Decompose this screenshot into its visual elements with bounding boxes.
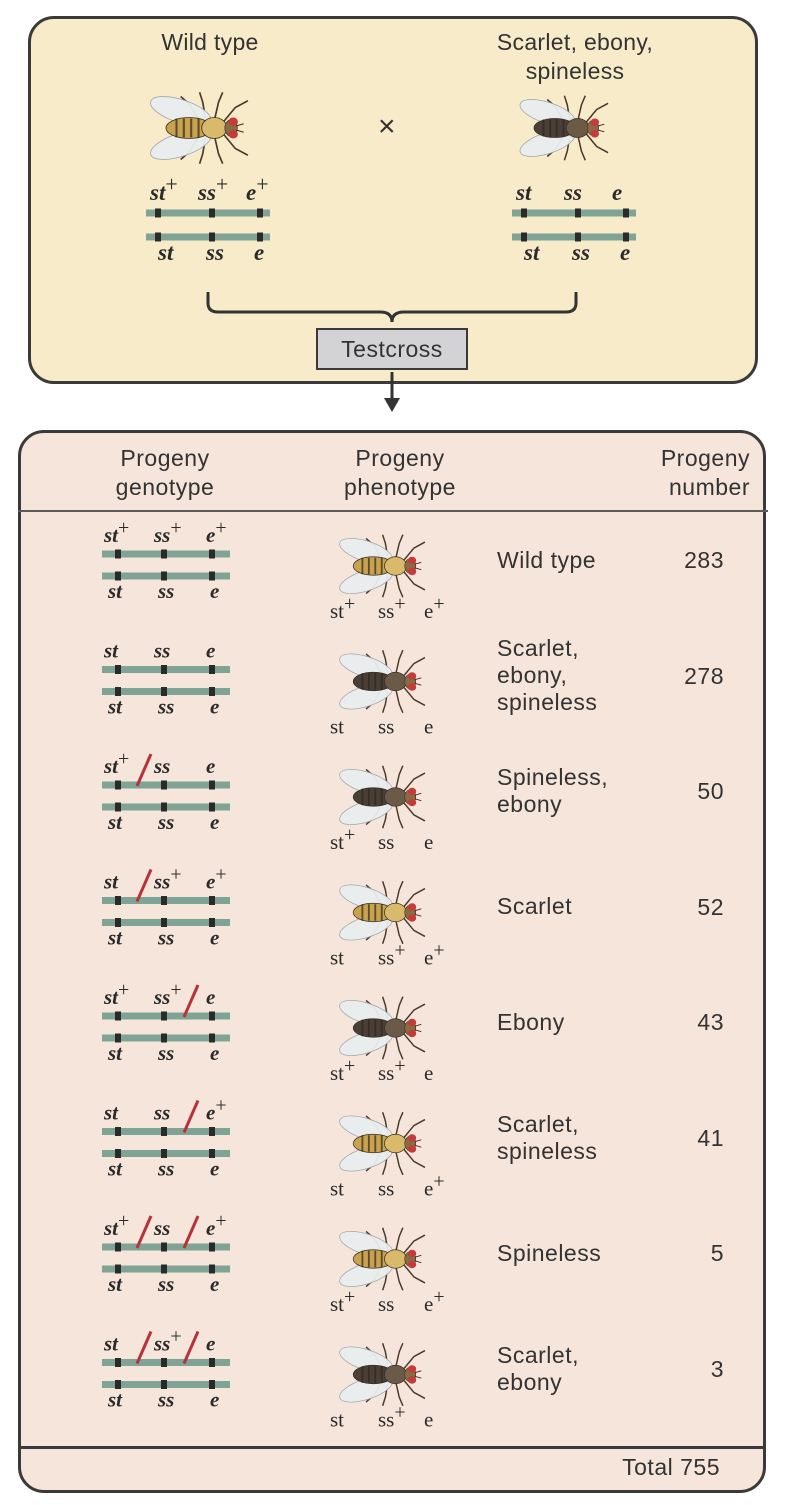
- row-8-bottom-allele-1: ss: [158, 1387, 175, 1412]
- row-5-top-chromosome-locus-0: [115, 1012, 121, 1021]
- header-phenotype-line2: phenotype: [344, 474, 456, 500]
- row-8-progeny-number: 3: [710, 1355, 724, 1382]
- row-6-fly: [337, 1111, 425, 1177]
- wild-type-top-allele-2: e+: [246, 172, 269, 205]
- row-6-progeny-number: 41: [697, 1124, 724, 1151]
- wild-type-top-allele-1: ss+: [198, 172, 229, 205]
- row-8-top-allele-1: ss+: [154, 1325, 182, 1356]
- row-8-bottom-allele-2: e: [210, 1387, 220, 1412]
- cross-symbol: ×: [378, 110, 396, 143]
- row-2-bottom-allele-2: e: [210, 694, 220, 719]
- row-6-top-chromosome-locus-2: [209, 1127, 215, 1136]
- row-5-fly-allele-1: ss+: [378, 1055, 406, 1085]
- row-7-bottom-allele-0: st: [108, 1272, 123, 1296]
- wild-type-bottom-allele-1: ss: [206, 240, 224, 265]
- row-1-top-chromosome-locus-0: [115, 550, 121, 559]
- row-3-top-allele-2: e: [206, 754, 216, 778]
- testcross-bracket: [208, 292, 576, 322]
- row-2-top-chromosome-locus-2: [209, 665, 215, 674]
- row-1-top-allele-2: e+: [206, 517, 227, 547]
- row-6-phenotype-line-1: Scarlet,: [497, 1110, 579, 1137]
- row-8-fly: [337, 1342, 425, 1408]
- row-7-crossover-2: [184, 1216, 198, 1248]
- row-7-top-chromosome-locus-1: [161, 1243, 167, 1252]
- row-6-crossover-2: [184, 1101, 198, 1133]
- row-4-fly-allele-2: e+: [424, 939, 445, 970]
- row-3-top-chromosome-locus-0: [115, 781, 121, 790]
- row-2-top-chromosome-locus-0: [115, 665, 121, 674]
- mutant-top-allele-0: st: [516, 180, 532, 205]
- row-8-top-chromosome-locus-0: [115, 1358, 121, 1367]
- wild-type-top-chromosome-locus-0: [155, 209, 161, 218]
- row-4-bottom-allele-1: ss: [158, 925, 175, 950]
- wild-type-top-chromosome: [146, 210, 270, 217]
- row-6-top-allele-1: ss: [154, 1100, 171, 1125]
- row-3-fly-allele-1: ss: [378, 830, 395, 854]
- row-4-top-allele-2: e+: [206, 863, 227, 894]
- row-3-fly-allele-2: e: [424, 830, 434, 854]
- row-3-fly-allele-0: st+: [330, 824, 356, 854]
- row-4-bottom-allele-2: e: [210, 925, 220, 950]
- row-4-fly-allele-1: ss+: [378, 939, 406, 970]
- row-4-phenotype-line-1: Scarlet: [497, 893, 573, 919]
- row-2-bottom-allele-1: ss: [158, 694, 175, 719]
- row-6-top-allele-0: st: [104, 1100, 119, 1125]
- row-7-crossover-1: [137, 1216, 151, 1248]
- row-8-top-allele-2: e: [206, 1331, 216, 1356]
- row-3-bottom-allele-2: e: [210, 810, 220, 834]
- row-1-bottom-allele-0: st: [108, 579, 123, 603]
- row-3-crossover-1: [137, 754, 151, 786]
- header-number-line1: Progeny: [660, 445, 750, 471]
- mutant-parent-fly: [517, 94, 608, 162]
- row-6-bottom-allele-2: e: [210, 1156, 220, 1181]
- row-1-bottom-allele-2: e: [210, 579, 220, 603]
- row-7-bottom-allele-2: e: [210, 1272, 220, 1296]
- wild-type-top-chromosome-locus-2: [257, 209, 263, 218]
- row-8-crossover-2: [184, 1332, 198, 1364]
- row-6-fly-allele-2: e+: [424, 1170, 445, 1201]
- row-1-progeny-number: 283: [684, 547, 724, 573]
- row-8-top-allele-0: st: [104, 1331, 119, 1356]
- row-4-bottom-allele-0: st: [108, 925, 123, 950]
- mutant-top-allele-2: e: [612, 180, 623, 205]
- wild-type-bottom-allele-0: st: [158, 240, 174, 265]
- testcross-box: Testcross: [316, 328, 468, 370]
- row-7-top-allele-1: ss: [154, 1216, 171, 1240]
- mutant-top-chromosome-locus-0: [521, 209, 527, 218]
- wild-type-parent-label: Wild type: [161, 29, 259, 55]
- row-1-fly: [337, 533, 425, 599]
- row-3-fly: [337, 764, 425, 830]
- row-2-fly-allele-0: st: [330, 714, 345, 739]
- row-1-fly-allele-0: st+: [330, 593, 356, 623]
- row-4-fly-allele-0: st: [330, 945, 345, 970]
- mutant-parent-label-line2: spineless: [525, 58, 625, 84]
- row-7-top-chromosome-locus-0: [115, 1243, 121, 1252]
- row-2-phenotype-line-3: spineless: [497, 689, 598, 715]
- row-1-bottom-allele-1: ss: [158, 579, 175, 603]
- wild-type-top-chromosome-locus-1: [209, 209, 215, 218]
- row-2-fly-allele-2: e: [424, 714, 434, 739]
- row-6-top-chromosome-locus-0: [115, 1127, 121, 1136]
- row-4-fly: [337, 880, 425, 946]
- row-7-top-allele-0: st+: [104, 1210, 130, 1240]
- wild-type-fly: [147, 90, 248, 165]
- row-8-fly-allele-2: e: [424, 1407, 434, 1432]
- row-4-top-chromosome-locus-0: [115, 896, 121, 905]
- row-5-top-allele-2: e: [206, 985, 216, 1009]
- row-1-top-allele-1: ss+: [154, 517, 182, 547]
- row-7-phenotype-line-1: Spineless: [497, 1239, 602, 1266]
- row-6-top-chromosome-locus-1: [161, 1127, 167, 1136]
- row-5-progeny-number: 43: [697, 1009, 724, 1035]
- row-3-bottom-allele-1: ss: [158, 810, 175, 834]
- row-5-bottom-allele-0: st: [108, 1041, 123, 1065]
- row-2-phenotype-line-2: ebony,: [497, 662, 568, 688]
- row-2-bottom-allele-0: st: [108, 694, 123, 719]
- row-2-top-allele-1: ss: [154, 638, 171, 663]
- testcross-arrow-head: [384, 398, 400, 412]
- mutant-top-chromosome: [512, 210, 636, 217]
- row-1-top-chromosome-locus-1: [161, 550, 167, 559]
- mutant-bottom-allele-1: ss: [572, 240, 590, 265]
- mutant-bottom-allele-2: e: [620, 240, 631, 265]
- row-4-top-chromosome-locus-2: [209, 896, 215, 905]
- row-3-top-allele-1: ss: [154, 754, 171, 778]
- header-genotype-line2: genotype: [115, 474, 215, 500]
- row-7-fly-allele-0: st+: [330, 1286, 356, 1316]
- row-5-top-allele-0: st+: [104, 979, 130, 1009]
- row-3-top-allele-0: st+: [104, 748, 130, 778]
- row-5-top-chromosome-locus-2: [209, 1012, 215, 1021]
- row-2-phenotype-line-1: Scarlet,: [497, 635, 579, 661]
- row-7-bottom-allele-1: ss: [158, 1272, 175, 1296]
- mutant-top-chromosome-locus-1: [575, 209, 581, 218]
- row-2-top-chromosome-locus-1: [161, 665, 167, 674]
- row-4-progeny-number: 52: [697, 893, 724, 920]
- header-genotype-line1: Progeny: [120, 445, 210, 471]
- row-5-top-allele-1: ss+: [154, 979, 182, 1009]
- row-6-top-allele-2: e+: [206, 1094, 227, 1125]
- row-8-phenotype-line-2: ebony: [497, 1368, 563, 1395]
- row-7-fly-allele-2: e+: [424, 1286, 445, 1316]
- row-1-top-chromosome-locus-2: [209, 550, 215, 559]
- row-8-bottom-allele-0: st: [108, 1387, 123, 1412]
- wild-type-bottom-allele-2: e: [254, 240, 265, 265]
- row-7-top-allele-2: e+: [206, 1210, 227, 1240]
- row-5-fly-allele-2: e: [424, 1061, 434, 1085]
- mutant-parent-label-line1: Scarlet, ebony,: [496, 29, 654, 55]
- row-4-top-chromosome-locus-1: [161, 896, 167, 905]
- row-3-phenotype-line-1: Spineless,: [497, 764, 609, 790]
- row-3-phenotype-line-2: ebony: [497, 791, 563, 817]
- row-1-fly-allele-1: ss+: [378, 593, 406, 623]
- row-1-fly-allele-2: e+: [424, 593, 445, 623]
- row-4-crossover-1: [137, 870, 151, 902]
- row-1-top-allele-0: st+: [104, 517, 130, 547]
- row-2-fly: [337, 649, 425, 715]
- row-2-top-allele-2: e: [206, 638, 216, 663]
- row-5-fly-allele-0: st+: [330, 1055, 356, 1085]
- mutant-top-allele-1: ss: [564, 180, 582, 205]
- row-2-fly-allele-1: ss: [378, 714, 395, 739]
- row-2-progeny-number: 278: [684, 662, 724, 689]
- row-6-phenotype-line-2: spineless: [497, 1137, 598, 1164]
- row-3-top-chromosome-locus-1: [161, 781, 167, 790]
- row-7-progeny-number: 5: [710, 1240, 724, 1266]
- header-phenotype-line1: Progeny: [355, 445, 445, 471]
- row-8-crossover-1: [137, 1332, 151, 1364]
- row-8-fly-allele-1: ss+: [378, 1401, 406, 1432]
- row-7-fly-allele-1: ss: [378, 1292, 395, 1316]
- row-8-phenotype-line-1: Scarlet,: [497, 1341, 579, 1368]
- row-4-top-allele-0: st: [104, 869, 119, 894]
- row-5-fly: [337, 995, 425, 1061]
- row-8-fly-allele-0: st: [330, 1407, 345, 1432]
- row-3-bottom-allele-0: st: [108, 810, 123, 834]
- mutant-bottom-allele-0: st: [524, 240, 540, 265]
- row-1-phenotype-line-1: Wild type: [497, 546, 597, 573]
- header-number-line2: number: [669, 474, 750, 500]
- wild-type-top-allele-0: st+: [150, 172, 178, 205]
- row-3-progeny-number: 50: [697, 778, 724, 804]
- row-8-top-chromosome-locus-2: [209, 1358, 215, 1367]
- row-6-bottom-allele-1: ss: [158, 1156, 175, 1181]
- row-2-top-allele-0: st: [104, 638, 119, 663]
- total-label: Total 755: [622, 1454, 720, 1480]
- row-6-fly-allele-1: ss: [378, 1176, 395, 1201]
- row-6-fly-allele-0: st: [330, 1176, 345, 1201]
- mutant-top-chromosome-locus-2: [623, 209, 629, 218]
- row-4-top-allele-1: ss+: [154, 863, 182, 894]
- row-5-bottom-allele-2: e: [210, 1041, 220, 1065]
- row-5-top-chromosome-locus-1: [161, 1012, 167, 1021]
- row-7-top-chromosome-locus-2: [209, 1243, 215, 1252]
- row-5-crossover-2: [184, 985, 198, 1017]
- row-5-bottom-allele-1: ss: [158, 1041, 175, 1065]
- row-7-fly: [337, 1226, 425, 1292]
- row-6-bottom-allele-0: st: [108, 1156, 123, 1181]
- row-5-phenotype-line-1: Ebony: [497, 1008, 565, 1035]
- row-3-top-chromosome-locus-2: [209, 781, 215, 790]
- row-8-top-chromosome-locus-1: [161, 1358, 167, 1367]
